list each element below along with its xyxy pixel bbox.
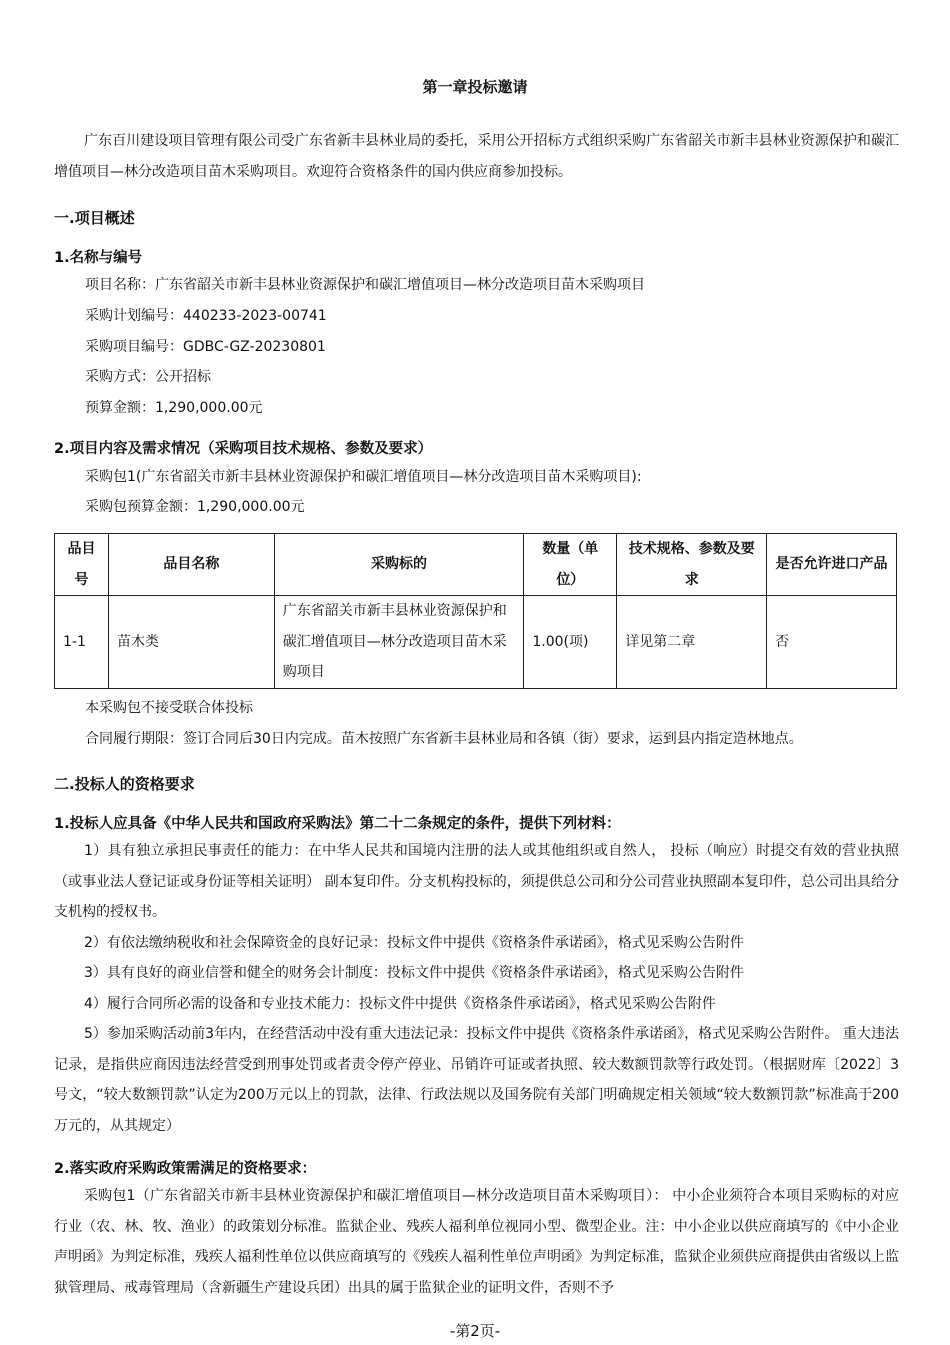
package-budget: 采购包预算金额：1,290,000.00元 (85, 499, 305, 515)
header-cell: 品目名称 (108, 534, 274, 596)
qualification-item-4: 4）履行合同所必需的设备和专业技术能力：投标文件中提供《资格条件承诺函》，格式见采购公告附件 (84, 996, 716, 1012)
table-header-row (55, 534, 897, 596)
qualification-item-1: 1）具有独立承担民事责任的能力：在中华人民共和国境内注册的法人或其他组织或自然人， 投标（响应）时提交有效的营业执照（或事业法人登记证或身份证等相关证明） 副本复印件。分支机构投标的，须提供总公司和分公司营业执照副本复印件，总公司出具给分支机构的授权书。 (54, 843, 899, 920)
table-cell: 1-1 (55, 596, 109, 689)
qualification-item-5: 5）参加采购活动前3年内，在经营活动中没有重大违法记录：投标文件中提供《资格条件承诺函》，格式见采购公告附件。 重大违法记录，是指供应商因违法经营受到刑事处罚或者责令停产停业、吊销许可证或者执照、较大数额罚款等行政处罚。（根据财库〔2022〕3号文，“较大数额罚款”认定为200万元以上的罚款，法律、行政法规以及国务院有关部门明确规定相关领域“较大数额罚款”标准高于200万元的，从其规定） (54, 1026, 899, 1134)
package-note-period: 合同履行期限：签订合同后30日内完成。苗木按照广东省新丰县林业局和各镇（街）要求，运到县内指定造林地点。 (85, 731, 803, 747)
qualification-item-3: 3）具有良好的商业信誉和健全的财务会计制度：投标文件中提供《资格条件承诺函》，格式见采购公告附件 (84, 965, 744, 981)
project-name: 项目名称：广东省韶关市新丰县林业资源保护和碳汇增值项目—林分改造项目苗木采购项目 (85, 277, 645, 293)
section1-heading: 一.项目概述 (54, 209, 135, 227)
plan-number: 采购计划编号：440233-2023-00741 (85, 308, 327, 324)
section2-sub2-heading: 2.落实政府采购政策需满足的资格要求： (54, 1161, 317, 1177)
table-cell: 苗木类 (108, 596, 274, 689)
procurement-method: 采购方式：公开招标 (85, 369, 211, 385)
header-cell: 采购标的 (274, 534, 524, 596)
section1-sub2-heading: 2.项目内容及需求情况（采购项目技术规格、参数及要求） (54, 441, 433, 457)
intro-paragraph: 广东百川建设项目管理有限公司受广东省新丰县林业局的委托，采用公开招标方式组织采购广东省韶关市新丰县林业资源保护和碳汇增值项目—林分改造项目苗木采购项目。欢迎符合资格条件的国内供应商参加投标。 (54, 133, 899, 180)
section2-sub1-heading: 1.投标人应具备《中华人民共和国政府采购法》第二十二条规定的条件，提供下列材料： (54, 816, 621, 832)
table-row (55, 596, 897, 689)
table-cell: 详见第二章 (617, 596, 767, 689)
table-cell: 广东省韶关市新丰县林业资源保护和碳汇增值项目—林分改造项目苗木采购项目 (274, 596, 524, 689)
section1-sub1-heading: 1.名称与编号 (54, 250, 143, 266)
table-cell: 否 (767, 596, 897, 689)
page-number: -第2页- (449, 1322, 501, 1340)
policy-requirement-text: 采购包1（广东省韶关市新丰县林业资源保护和碳汇增值项目—林分改造项目苗木采购项目）： 中小企业须符合本项目采购标的对应行业（农、林、牧、渔业）的政策划分标准。监狱企业、残疾人福利单位视同小型、微型企业。注：中小企业以供应商填写的《中小企业声明函》为判定标准，残疾人福利性单位以供应商填写的《残疾人福利性单位声明函》为判定标准，监狱企业须供应商提供由省级以上监狱管理局、戒毒管理局（含新疆生产建设兵团）出具的属于监狱企业的证明文件，否则不予 (54, 1188, 899, 1296)
package-description: 采购包1(广东省韶关市新丰县林业资源保护和碳汇增值项目—林分改造项目苗木采购项目): (85, 469, 642, 485)
chapter-title: 第一章投标邀请 (422, 78, 528, 96)
section2-heading: 二.投标人的资格要求 (54, 775, 195, 793)
header-cell: 品目号 (55, 534, 109, 596)
budget-amount: 预算金额：1,290,000.00元 (85, 400, 263, 416)
header-cell: 技术规格、参数及要求 (617, 534, 767, 596)
qualification-item-2: 2）有依法缴纳税收和社会保障资金的良好记录：投标文件中提供《资格条件承诺函》，格式见采购公告附件 (84, 935, 744, 951)
requirements-table (54, 533, 897, 689)
package-note-consortium: 本采购包不接受联合体投标 (85, 700, 253, 716)
project-number: 采购项目编号：GDBC-GZ-20230801 (85, 339, 326, 355)
header-cell: 是否允许进口产品 (767, 534, 897, 596)
header-cell: 数量（单位） (524, 534, 617, 596)
table-cell: 1.00(项) (524, 596, 617, 689)
